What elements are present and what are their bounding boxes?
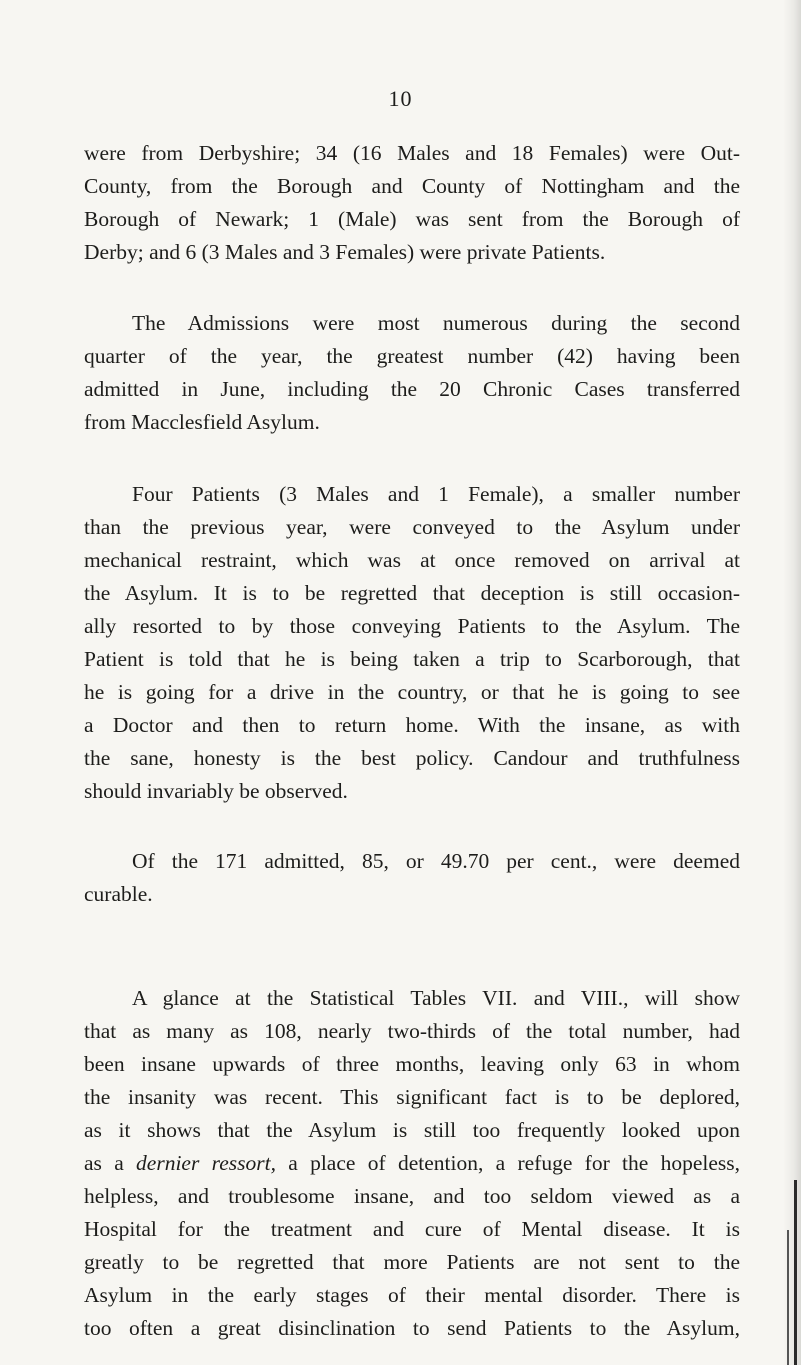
text-line: Derby; and 6 (3 Males and 3 Females) were private Patients. <box>84 240 606 264</box>
text-line: The Admissions were most numerous during the second <box>132 311 740 335</box>
text-line: mechanical restraint, which was at once removed on arrival at <box>84 548 740 572</box>
text-line: been insane upwards of three months, leaving only 63 in whom <box>84 1052 740 1076</box>
text-line: should invariably be observed. <box>84 779 348 803</box>
text-line: as it shows that the Asylum is still too frequently looked upon <box>84 1118 740 1142</box>
text-line: than the previous year, were conveyed to the Asylum under <box>84 515 740 539</box>
text-line: the insanity was recent. This significant fact is to be deplored, <box>84 1085 740 1109</box>
text-line: greatly to be regretted that more Patients are not sent to the <box>84 1250 740 1274</box>
text-line: Of the 171 admitted, 85, or 49.70 per cent., were deemed <box>132 849 740 873</box>
italic-phrase: dernier ressort, <box>136 1151 276 1175</box>
text-line: admitted in June, including the 20 Chronic Cases transferred <box>84 377 740 401</box>
text-line: from Macclesfield Asylum. <box>84 410 320 434</box>
text-line: a Doctor and then to return home. With the insane, as with <box>84 713 740 737</box>
text-line-with-italic <box>84 1147 740 1180</box>
text-line: Four Patients (3 Males and 1 Female), a smaller number <box>132 482 740 506</box>
text-line: Patient is told that he is being taken a trip to Scarborough, that <box>84 647 740 671</box>
paragraph-4 <box>84 845 740 911</box>
text-line: were from Derbyshire; 34 (16 Males and 18 Females) were Out- <box>84 141 740 165</box>
text-run: a place of detention, a refuge for the hopeless, <box>288 1151 740 1175</box>
paragraph-5 <box>84 982 740 1345</box>
text-line: curable. <box>84 882 153 906</box>
paragraph-2 <box>84 307 740 439</box>
page-number: 10 <box>388 86 413 111</box>
page-edge-shadow <box>783 0 801 1365</box>
text-line: Hospital for the treatment and cure of Mental disease. It is <box>84 1217 740 1241</box>
text-line: A glance at the Statistical Tables VII. and VIII., will show <box>132 986 740 1010</box>
text-line: Borough of Newark; 1 (Male) was sent from the Borough of <box>84 207 740 231</box>
text-line: quarter of the year, the greatest number (42) having been <box>84 344 740 368</box>
text-line: helpless, and troublesome insane, and too seldom viewed as a <box>84 1184 740 1208</box>
binding-edge-mark <box>794 1180 797 1365</box>
text-line: that as many as 108, nearly two-thirds of the total number, had <box>84 1019 740 1043</box>
paragraph-3 <box>84 478 740 808</box>
text-line: County, from the Borough and County of Nottingham and the <box>84 174 740 198</box>
binding-edge-mark <box>787 1230 789 1365</box>
text-line: Asylum in the early stages of their mental disorder. There is <box>84 1283 740 1307</box>
text-line: the sane, honesty is the best policy. Candour and truthfulness <box>84 746 740 770</box>
text-line: he is going for a drive in the country, or that he is going to see <box>84 680 740 704</box>
paragraph-1 <box>84 137 740 269</box>
text-line: too often a great disinclination to send Patients to the Asylum, <box>84 1316 740 1340</box>
text-line: the Asylum. It is to be regretted that deception is still occasion- <box>84 581 740 605</box>
text-line: ally resorted to by those conveying Patients to the Asylum. The <box>84 614 740 638</box>
text-run: as a <box>84 1151 124 1175</box>
